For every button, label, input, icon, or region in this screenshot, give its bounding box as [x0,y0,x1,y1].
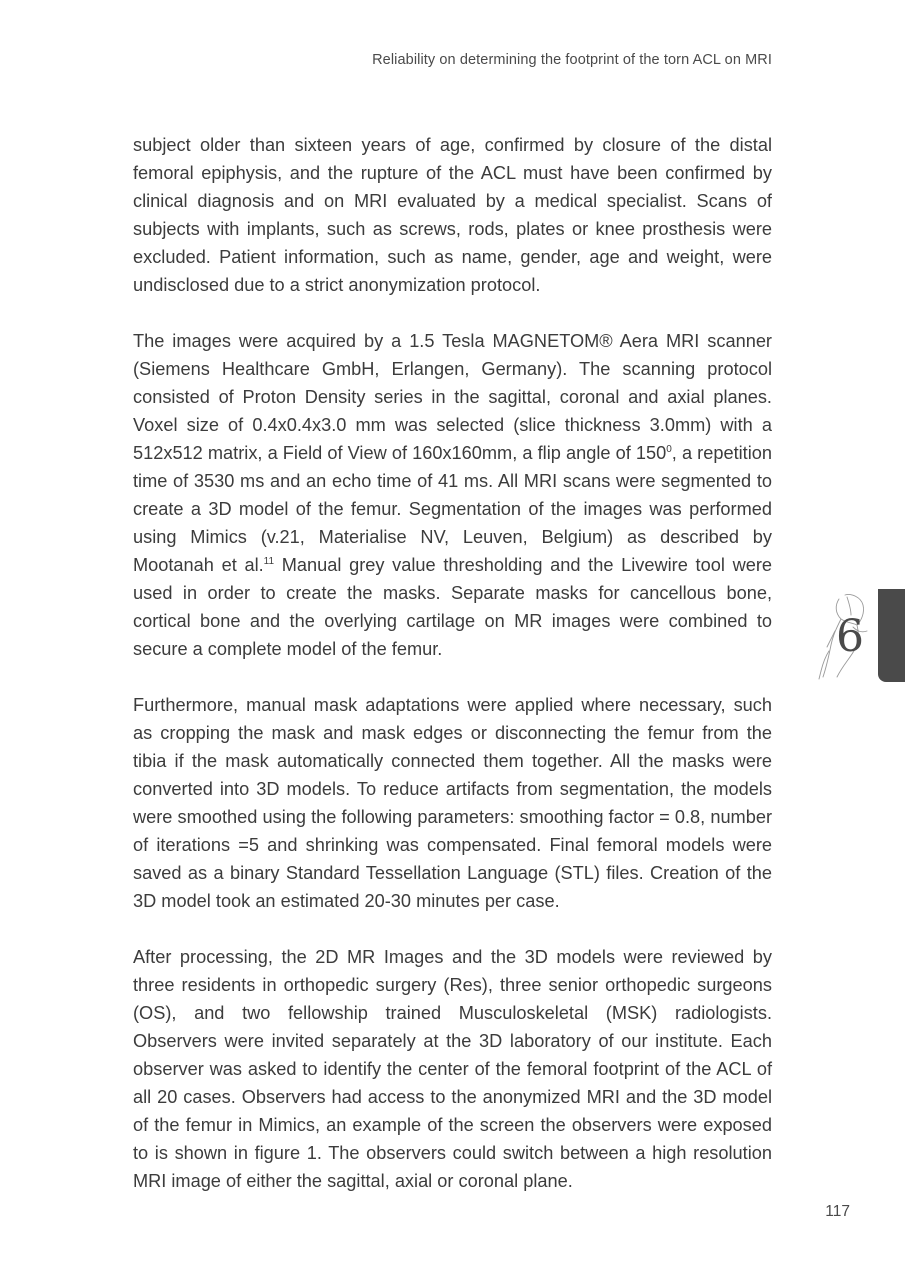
body-text [133,131,772,1223]
paragraph-mask-adaptations: Furthermore, manual mask adaptations were applied where necessary, such as cropping the mask and mask edges or disconnecting the femur from the tibia if the mask automatically connected them together. All the masks were converted into 3D models. To reduce artifacts from segmentation, the models were smoothed using the following parameters: smoothing factor = 0.8, number of iterations =5 and shrinking was compensated. Final femoral models were saved as a binary Standard Tessellation Language (STL) files. Creation of the 3D model took an estimated 20-30 minutes per case. [133,695,772,911]
paragraph-inclusion-criteria: subject older than sixteen years of age, confirmed by closure of the distal femoral epiphysis, and the rupture of the ACL must have been confirmed by clinical diagnosis and on MRI evaluated by a medical specialist. Scans of subjects with implants, such as screws, rods, plates or knee prosthesis were excluded. Patient information, such as name, gender, age and weight, were undisclosed due to a strict anonymization protocol. [133,135,772,295]
citation-reference: 11 [263,555,275,567]
page-number: 117 [825,1203,850,1220]
paragraph-part: , a repetition time of 3530 ms and an echo time of 41 ms. All MRI scans were segmented to create a 3D model of the femur. Segmentation of the images was performed using Mimics (v.21, Materialise NV, Leuven, Belgium) as described by Mootanah et al. [133,443,772,575]
running-header: Reliability on determining the footprint of the torn ACL on MRI [372,52,772,68]
paragraph-part: Manual grey value thresholding and the Livewire tool were used in order to create the masks. Separate masks for cancellous bone, cortical bone and the overlying cartilage on MR images were combined to secure a complete model of the femur. [133,555,772,659]
chapter-tab [878,589,905,682]
superscript-degree: 0 [666,443,672,455]
paragraph-observers: After processing, the 2D MR Images and the 3D models were reviewed by three residents in orthopedic surgery (Res), three senior orthopedic surgeons (OS), and two fellowship trained Musculoskeletal (MSK) radiologists. Observers were invited separately at the 3D laboratory of our institute. Each observer was asked to identify the center of the femoral footprint of the ACL of all 20 cases. Observers had access to the anonymized MRI and the 3D model of the femur in Mimics, an example of the screen the observers were exposed to is shown in figure 1. The observers could switch between a high resolution MRI image of either the sagittal, axial or coronal plane. [133,947,772,1191]
chapter-number: 6 [836,611,864,662]
paragraph-mri-acquisition [133,327,772,663]
paragraph-part: The images were acquired by a 1.5 Tesla MAGNETOM® Aera MRI scanner (Siemens Healthcare GmbH, Erlangen, Germany). The scanning protocol consisted of Proton Density series in the sagittal, coronal and axial planes. Voxel size of 0.4x0.4x3.0 mm was selected (slice thickness 3.0mm) with a 512x512 matrix, a Field of View of 160x160mm, a flip angle of 150 [133,331,772,463]
